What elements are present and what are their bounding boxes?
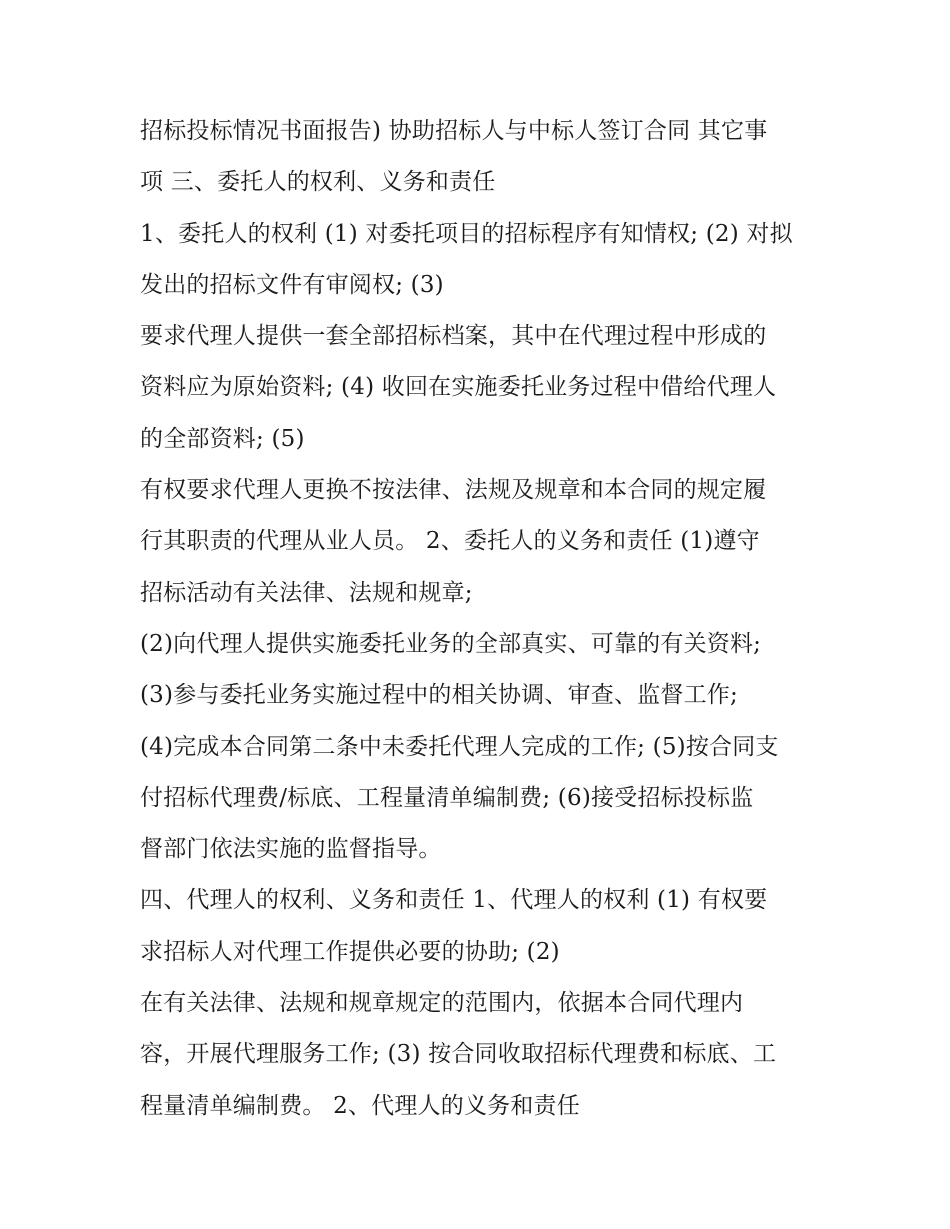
text-line: 付招标代理费/标底、工程量清单编制费; (6)接受招标投标监 (140, 784, 754, 811)
text-line: 容，开展代理服务工作; (3) 按合同收取招标代理费和标底、工 (140, 1041, 777, 1068)
text-line: 资料应为原始资料; (4) 收回在实施委托业务过程中借给代理人 (140, 374, 777, 401)
text-line: 四、代理人的权利、义务和责任 1、代理人的权利 (1) 有权要 (140, 887, 768, 914)
text-line: (3)参与委托业务实施过程中的相关协调、审查、监督工作; (140, 682, 738, 709)
text-line: 1、委托人的权利 (1) 对委托项目的招标程序有知情权; (2) 对拟 (140, 220, 793, 247)
text-line: 项 三、委托人的权利、义务和责任 (140, 169, 496, 196)
text-line: 在有关法律、法规和规章规定的范围内，依据本合同代理内 (140, 990, 744, 1017)
contract-text-body (140, 106, 830, 1132)
text-line: (2)向代理人提供实施委托业务的全部真实、可靠的有关资料; (140, 630, 762, 657)
text-line: 行其职责的代理从业人员。 2、委托人的义务和责任 (1)遵守 (140, 528, 760, 555)
text-line: 招标投标情况书面报告) 协助招标人与中标人签订合同 其它事 (140, 118, 768, 144)
text-line: 求招标人对代理工作提供必要的协助; (2) (140, 938, 560, 965)
text-line: 招标活动有关法律、法规和规章; (140, 579, 473, 606)
text-line: 督部门依法实施的监督指导。 (140, 836, 442, 863)
text-line: 程量清单编制费。 2、代理人的义务和责任 (140, 1092, 580, 1119)
text-line: 有权要求代理人更换不按法律、法规及规章和本合同的规定履 (140, 477, 767, 504)
text-line: 的全部资料; (5) (140, 425, 305, 452)
text-line: 要求代理人提供一套全部招标档案，其中在代理过程中形成的 (140, 323, 767, 350)
text-line: 发出的招标文件有审阅权; (3) (140, 271, 444, 298)
text-line: (4)完成本合同第二条中未委托代理人完成的工作; (5)按合同支 (140, 733, 779, 760)
